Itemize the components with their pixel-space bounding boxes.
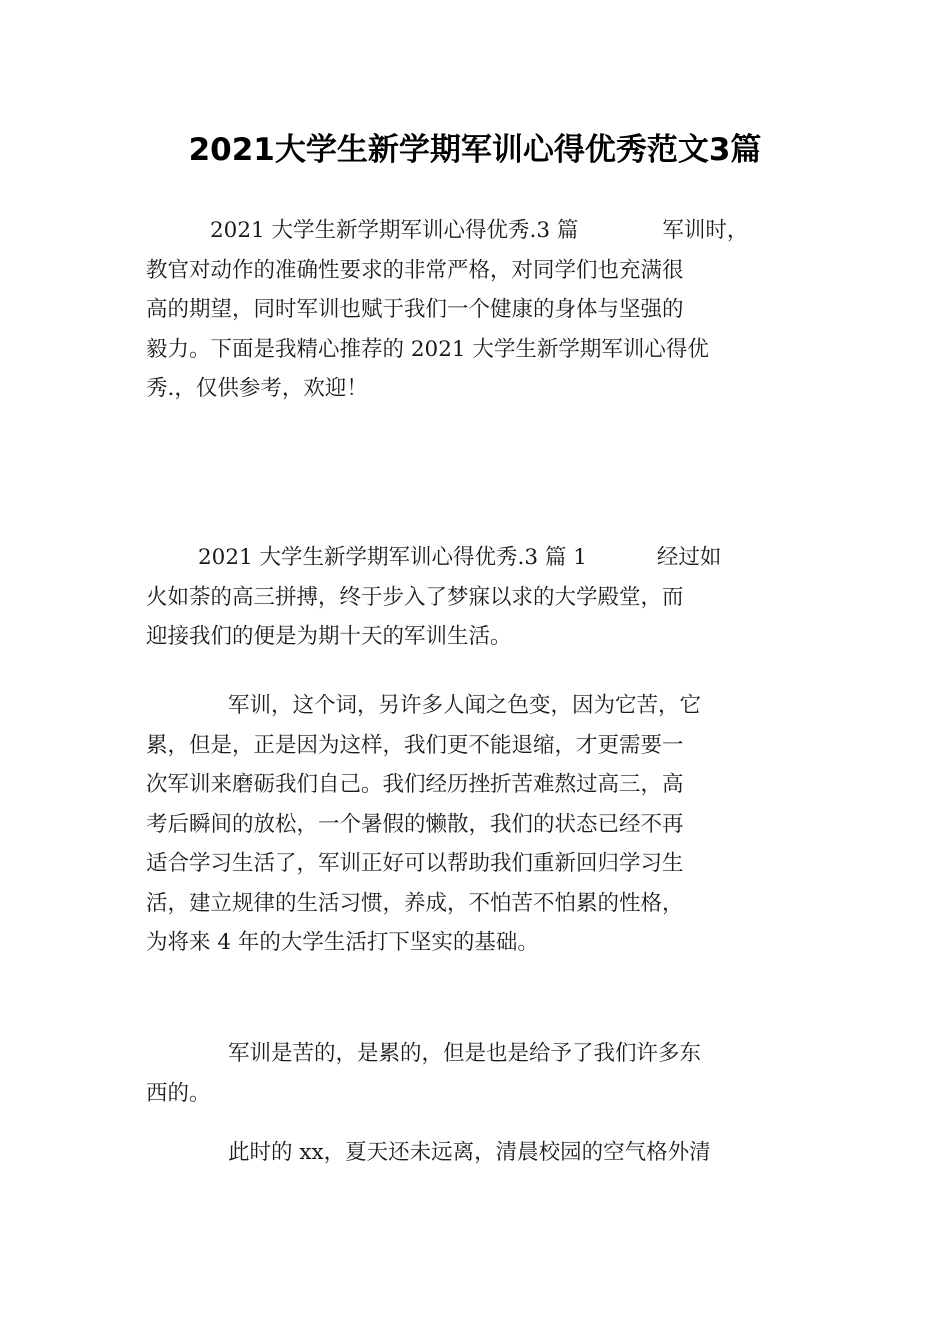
p2-line-3: 次军训来磨砺我们自己。我们经历挫折苦难熬过高三，高 (146, 772, 684, 797)
document-title: 2021大学生新学期军训心得优秀范文3篇 (188, 132, 762, 168)
section1-line-3: 迎接我们的便是为期十天的军训生活。 (146, 624, 512, 649)
intro-line-1 (146, 211, 808, 251)
intro-heading-ref: 2021 大学生新学期军训心得优秀.3 篇 (210, 218, 579, 243)
section1-heading-ref: 2021 大学生新学期军训心得优秀.3 篇 1 (198, 545, 587, 570)
p3-line-2: 西的。 (146, 1080, 211, 1106)
p2-line-4: 考后瞬间的放松，一个暑假的懒散，我们的状态已经不再 (146, 811, 684, 837)
intro-line-5: 秀.，仅供参考，欢迎！ (146, 376, 368, 401)
section1-line-1 (146, 538, 808, 578)
p2-line-1: 军训，这个词，另许多人闻之色变，因为它苦，它 (228, 693, 702, 718)
p3-line-1: 军训是苦的，是累的，但是也是给予了我们许多东 (228, 1041, 702, 1066)
p2-line-7: 为将来 4 年的大学生活打下坚实的基础。 (146, 930, 539, 955)
intro-line-4: 毅力。下面是我精心推荐的 2021 大学生新学期军训心得优 (146, 336, 709, 362)
intro-line-2: 教官对动作的准确性要求的非常严格，对同学们也充满很 (146, 257, 684, 283)
p4-line-1: 此时的 xx，夏天还未远离，清晨校园的空气格外清 (228, 1140, 711, 1165)
section1-paragraph3 (146, 1034, 808, 1113)
section1-paragraph1 (146, 538, 808, 657)
intro-line-text: 军训时， (662, 218, 749, 243)
p2-line-6: 活，建立规律的生活习惯，养成，不怕苦不怕累的性格， (146, 890, 684, 916)
section1-line-text: 经过如 (656, 545, 722, 570)
intro-line-3: 高的期望，同时军训也赋于我们一个健康的身体与坚强的 (146, 297, 684, 322)
section1-line-2: 火如荼的高三拼搏，终于步入了梦寐以求的大学殿堂，而 (146, 584, 684, 610)
p2-line-2: 累，但是，正是因为这样，我们更不能退缩，才更需要一 (146, 732, 684, 758)
section1-paragraph4 (146, 1133, 808, 1173)
p2-line-5: 适合学习生活了，军训正好可以帮助我们重新回归学习生 (146, 851, 684, 876)
section1-paragraph2 (146, 686, 808, 963)
intro-paragraph (146, 211, 808, 409)
